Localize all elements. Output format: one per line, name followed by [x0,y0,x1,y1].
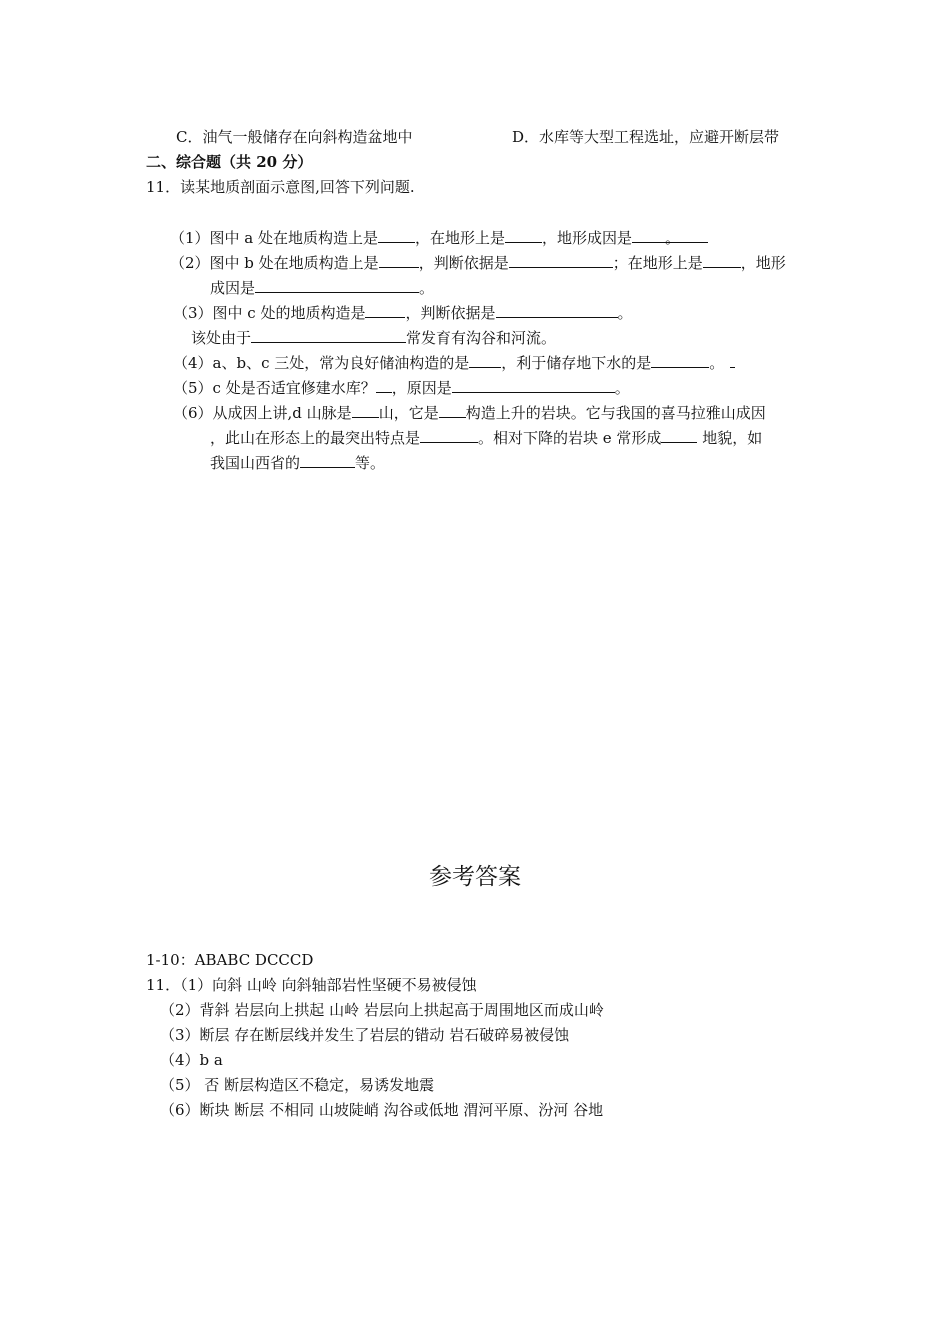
answer-blank [651,353,709,368]
option-c: C．油气一般储存在向斜构造盆地中 [176,128,413,146]
answer-blank [439,403,466,418]
section-heading: 二、综合题（共 20 分） [146,153,313,171]
q11-part-5 [173,378,630,398]
text: （5）c 处是否适宜修建水库？ [173,379,376,397]
answer-blank [352,403,379,418]
answers-title: 参考答案 [429,864,521,890]
answer-11-1: 11．（1）向斜 山岭 向斜轴部岩性坚硬不易被侵蚀 [146,976,477,994]
answer-blank [420,428,478,443]
answer-blank [300,453,355,468]
answer-blank [469,353,501,368]
answer-blank [703,253,741,268]
answer-blank [632,228,708,247]
q11-part-2 [170,253,786,273]
q11-part-6 [173,403,766,423]
answer-blank [661,428,697,443]
question-11-stem: 11．读某地质剖面示意图,回答下列问题. [146,178,415,196]
text: （2）图中 b 处在地质构造上是 [170,254,379,272]
text: ，利于储存地下水的是 [501,354,652,372]
answer-blank [379,253,419,268]
q11-part-2-cont [210,278,434,298]
option-d: D．水库等大型工程选址，应避开断层带 [512,128,780,146]
text: ，地形成因是 [542,229,633,247]
text: 构造上升的岩块。它与我国的喜马拉雅山成因 [465,404,766,422]
text: 。 [614,379,630,397]
q11-part-4 [173,353,735,373]
text: ；在地形上是 [612,254,703,272]
answer-blank [365,303,405,318]
q11-part-3-cont [191,328,556,348]
answer-11-3: （3）断层 存在断层线并发生了岩层的错动 岩石破碎易被侵蚀 [160,1026,570,1044]
text: 该处由于 [191,329,252,347]
text: ，在地形上是 [415,229,506,247]
text: 。 [617,304,633,322]
answer-blank [251,328,406,343]
answer-blank [452,378,615,393]
text: ，判断依据是 [405,304,496,322]
text: （6）从成因上讲,d 山脉是 [173,404,352,422]
text: 。 [419,279,435,297]
answer-blank [376,378,392,393]
answer-blank [255,278,419,293]
text: 山，它是 [378,404,439,422]
q11-part-1 [170,228,708,248]
q11-part-6-cont2 [210,453,385,473]
answer-mc: 1-10：ABABC DCCCD [146,951,314,969]
answer-blank [496,303,618,318]
answer-11-6: （6）断块 断层 不相同 山坡陡峭 沟谷或低地 渭河平原、汾河 谷地 [160,1101,604,1119]
text: 常发育有沟谷和河流。 [406,329,557,347]
answer-11-2: （2）背斜 岩层向上拱起 山岭 岩层向上拱起高于周围地区而成山岭 [160,1001,604,1019]
text: 等。 [355,454,386,472]
answer-blank [378,228,415,243]
answer-blank [509,253,613,268]
text: ，地形 [740,254,786,272]
text: 成因是 [210,279,256,297]
text: （1）图中 a 处在地质构造上是 [170,229,379,247]
text: 。 [665,229,681,247]
text: ，原因是 [391,379,452,397]
text: （4）a、b、c 三处，常为良好储油构造的是 [173,354,470,372]
text: 我国山西省的 [210,454,301,472]
q11-part-6-cont [210,428,762,448]
text: 。相对下降的岩块 e 常形成 [478,429,662,447]
answer-11-4: （4）b a [160,1051,223,1069]
answer-11-5: （5） 否 断层构造区不稳定，易诱发地震 [160,1076,435,1094]
text: （3）图中 c 处的地质构造是 [173,304,366,322]
text: 。 [709,354,725,372]
answer-blank [505,228,542,243]
text: ，此山在形态上的最突出特点是 [210,429,421,447]
text: 地貌，如 [697,429,763,447]
q11-part-3 [173,303,633,323]
answer-blank [730,353,735,368]
text: ，判断依据是 [418,254,509,272]
